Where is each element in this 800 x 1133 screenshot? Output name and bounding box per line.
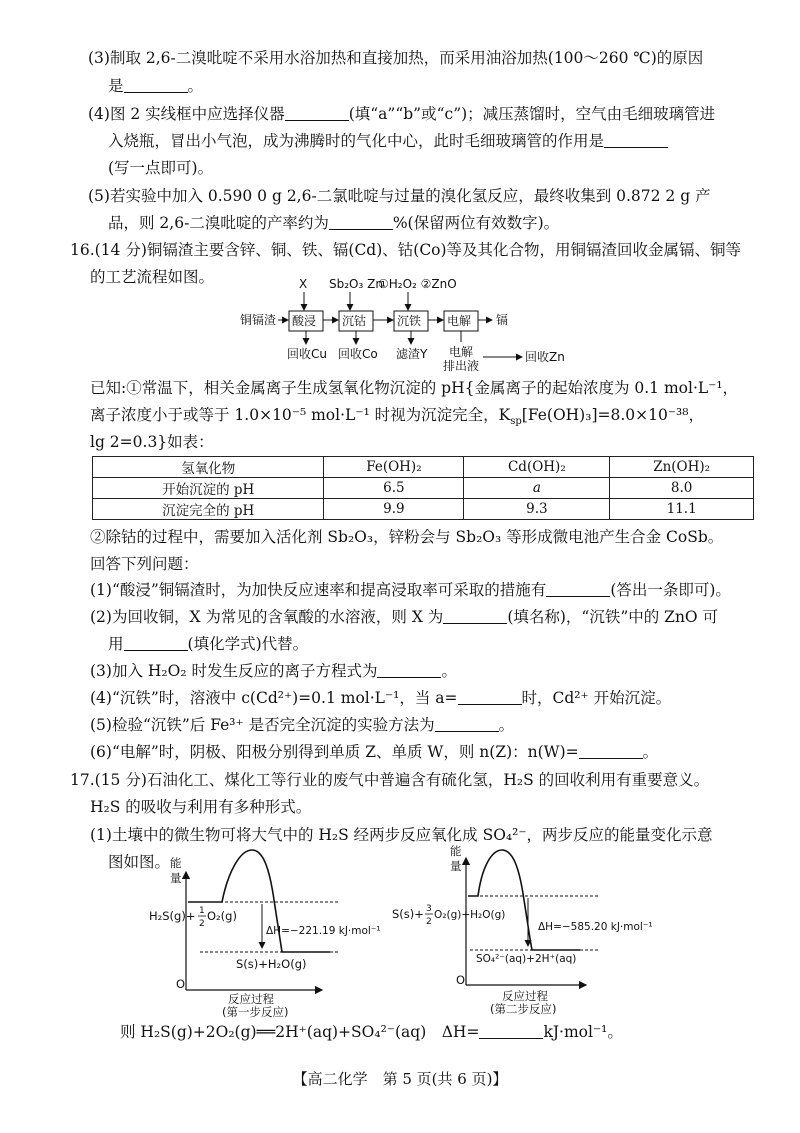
delta-h-label: ΔH=−585.20 kJ·mol⁻¹ — [538, 921, 653, 933]
feed-label: 铜镉渣 — [240, 313, 277, 327]
energy-curve — [468, 850, 580, 950]
reagent-h2o2-zno: ①H₂O₂ ②ZnO — [378, 277, 457, 291]
table-cell: 8.0 — [610, 478, 754, 499]
table-cell: 9.3 — [464, 499, 610, 520]
recover-zn: 回收Zn — [525, 350, 565, 364]
y-axis-label: 能 — [170, 856, 182, 870]
q17-1-line1: (1)土壤中的微生物可将大气中的 H₂S 经两步反应氧化成 SO₄²⁻，两步反应的能量变化示意 — [90, 826, 713, 844]
reactant-label: S(s)+ — [392, 907, 424, 921]
q16-4: (4)“沉铁”时，溶液中 c(Cd²⁺)=0.1 mol·L⁻¹，当 a= 时，Cd²⁺ 开始沉淀。 — [90, 684, 671, 712]
step-electrolysis-label: 电解 — [447, 314, 472, 328]
reagent-sb2o3-zn: Sb₂O₃ Zn — [329, 277, 383, 291]
q17-intro-line2: H₂S 的吸收与利用有多种形式。 — [90, 798, 312, 816]
q16-known-line4: ②除钴的过程中，需要加入活化剂 Sb₂O₃，锌粉会与 Sb₂O₃ 等形成微电池产生合金 CoSb。 — [90, 528, 724, 546]
q16-3: (3)加入 H₂O₂ 时发生反应的离子方程式为 。 — [90, 657, 457, 685]
delta-h-label: ΔH=−221.19 kJ·mol⁻¹ — [266, 925, 381, 937]
q16-known-line2: 离子浓度小于或等于 1.0×10⁻⁵ mol·L⁻¹ 时视为沉淀完全，$K_{sp}[Fe(OH)_3]=8.0\times 10^{-38}$， — [90, 406, 704, 428]
q15-4-line1: (4)图 2 实线框中应选择仪器 (填“a”“b”或“c”)；减压蒸馏时，空气由毛细玻璃管进 — [88, 100, 715, 128]
q16-intro-line1: 16.(14 分)铜镉渣主要含锌、铜、铁、镉(Cd)、钴(Co)等及其化合物，用铜镉渣回收金属镉、铜等 — [70, 241, 742, 259]
table-cell: 9.9 — [324, 499, 464, 520]
q17-1-line2: 图如图。 — [108, 853, 171, 871]
x-axis-label: 反应过程 — [502, 989, 548, 1003]
answer-blank[interactable] — [479, 1020, 543, 1039]
q17-intro-line1: 17.(15 分)石油化工、煤化工等行业的废气中普遍含有硫化氢，H₂S 的回收利用有重要意义。 — [70, 771, 710, 789]
page-footer: 【高二化学 第 5 页(共 6 页)】 — [292, 1070, 508, 1088]
electrolyte-label-1: 电解 — [449, 345, 474, 359]
table-header: Cd(OH)₂ — [464, 457, 610, 478]
q15-5-line1: (5)若实验中加入 0.590 0 g 2,6-二氯吡啶与过量的溴化氢反应，最终收集到 0.872 2 g 产 — [88, 187, 711, 205]
y-axis-label: 量 — [170, 871, 182, 885]
q16-6: (6)“电解”时，阴极、阳极分别得到单质 Z、单质 W，则 n(Z)：n(W)= 。 — [90, 738, 658, 766]
table-cell: 6.5 — [324, 478, 464, 499]
output-cu: 回收Cu — [287, 347, 327, 361]
q15-4-line3: (写一点即可)。 — [108, 159, 214, 177]
origin-label: O — [176, 977, 186, 991]
origin-label: O — [456, 973, 466, 987]
energy-diagram-step2 — [392, 844, 653, 1016]
y-axis-label: 能 — [450, 844, 462, 858]
q15-5-line2: 品，则 2,6-二溴吡啶的产率约为 %(保留两位有效数字)。 — [108, 209, 559, 237]
table-cell: a — [464, 478, 610, 499]
output-co: 回收Co — [338, 347, 378, 361]
table-header: Zn(OH)₂ — [610, 457, 754, 478]
reactant-fraction-num: 3 — [426, 904, 432, 914]
reactant-label: O₂(g) — [207, 909, 237, 923]
energy-diagram-step1 — [149, 850, 381, 1019]
q16-5: (5)检验“沉铁”后 Fe³⁺ 是否完全沉淀的实验方法为 。 — [90, 711, 514, 739]
reactant-fraction-den: 2 — [426, 917, 432, 927]
q15-4-line2: 入烧瓶，冒出小气泡，成为沸腾时的气化中心，此时毛细玻璃管的作用是 — [108, 127, 668, 155]
q15-3-line1: (3)制取 2,6-二溴吡啶不采用水浴加热和直接加热，而采用油浴加热(100～260 ℃)的原因 — [88, 49, 704, 67]
q16-answer-prompt: 回答下列问题： — [90, 555, 199, 573]
step-acid-leach-label: 酸浸 — [292, 314, 317, 328]
q16-1: (1)“酸浸”铜镉渣时，为加快反应速率和提高浸取率可采取的措施有 (答出一条即可)。 — [90, 576, 731, 604]
table-cell: 开始沉淀的 pH — [93, 478, 324, 499]
table-cell: 沉淀完全的 pH — [93, 499, 324, 520]
table-header: 氢氧化物 — [93, 457, 324, 478]
reactant-label: H₂S(g)+ — [149, 909, 196, 923]
diagram-caption: (第一步反应) — [222, 1005, 289, 1019]
reactant-label: O₂(g)+H₂O(g) — [434, 909, 506, 921]
reactant-fraction-den: 2 — [199, 919, 205, 929]
diagram-caption: (第二步反应) — [490, 1002, 557, 1016]
q16-known-line3: lg 2=0.3}如表： — [90, 433, 214, 451]
q17-final-equation: 则 H₂S(g)+2O₂(g)══2H⁺(aq)+SO₄²⁻(aq) ΔH= kJ·mol⁻¹。 — [120, 1018, 623, 1046]
electrolyte-label-2: 排出液 — [443, 359, 480, 373]
q16-intro-line2: 的工艺流程如图。 — [90, 268, 215, 286]
product-label: S(s)+H₂O(g) — [236, 957, 307, 971]
x-axis-label: 反应过程 — [228, 992, 274, 1006]
q15-3-line2: 是 。 — [108, 72, 203, 100]
step-cobalt-precip-label: 沉钴 — [342, 314, 367, 328]
product-label: SO₄²⁻(aq)+2H⁺(aq) — [476, 953, 577, 965]
reagent-x: X — [299, 277, 308, 291]
output-residue-y: 滤渣Y — [396, 347, 428, 361]
table-header: Fe(OH)₂ — [324, 457, 464, 478]
q16-known-line1: 已知:①常温下，相关金属离子生成氢氧化物沉淀的 pH{金属离子的起始浓度为 0.1 mol·L⁻¹， — [90, 379, 739, 397]
q16-2-line2: 用 (填化学式)代替。 — [108, 630, 308, 658]
step-iron-precip-label: 沉铁 — [397, 314, 422, 328]
reactant-fraction-num: 1 — [199, 906, 205, 916]
y-axis-label: 量 — [450, 859, 462, 873]
q16-2-line1: (2)为回收铜，X 为常见的含氧酸的水溶液，则 X 为 (填名称)，“沉铁”中的 ZnO 可 — [90, 603, 718, 631]
product-cadmium: 镉 — [496, 313, 509, 327]
table-cell: 11.1 — [610, 499, 754, 520]
